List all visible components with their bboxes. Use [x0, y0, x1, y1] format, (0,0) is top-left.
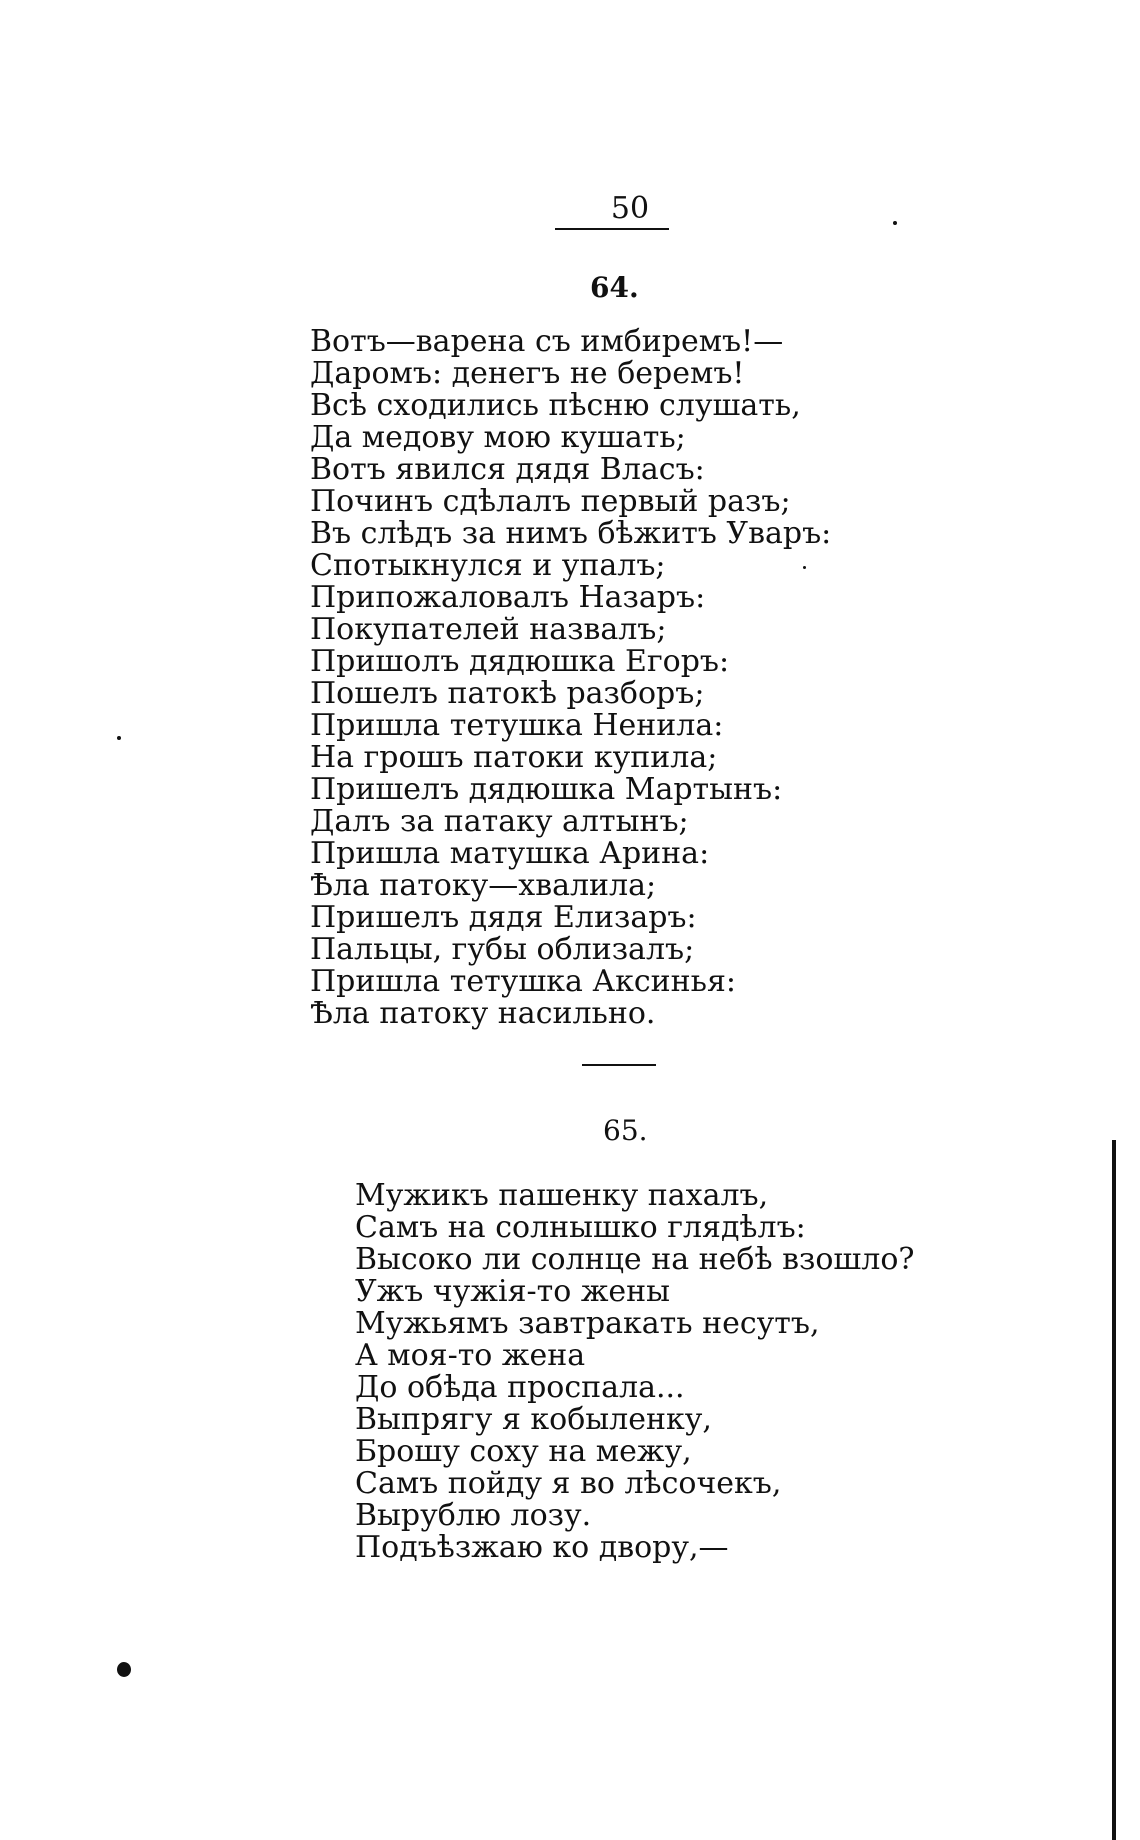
- poem-line: Пришла тетушка Аксинья:: [310, 964, 737, 999]
- ink-blot: [117, 1662, 131, 1677]
- poem-line: Вотъ явился дядя Власъ:: [310, 452, 705, 487]
- poem-65-number: 65.: [603, 1114, 648, 1147]
- poem-line: Подъѣзжаю ко двору,—: [355, 1530, 729, 1565]
- poem-line: Пришла матушка Арина:: [310, 836, 710, 871]
- scan-speck: [117, 736, 121, 740]
- poem-line: Спотыкнулся и упалъ;: [310, 548, 666, 583]
- poem-line: Вырублю лозу.: [355, 1498, 592, 1533]
- poem-line: Ѣла патоку насильно.: [310, 996, 656, 1031]
- scan-speck: [803, 566, 806, 569]
- poem-line: А моя-то жена: [355, 1338, 586, 1373]
- poem-line: Вотъ—варена съ имбиремъ!—: [310, 324, 784, 359]
- poem-line: Пришолъ дядюшка Егоръ:: [310, 644, 730, 679]
- poem-line: Далъ за патаку алтынъ;: [310, 804, 689, 839]
- poem-line: Всѣ сходились пѣсню слушать,: [310, 388, 801, 423]
- poem-64-text: [310, 326, 831, 1030]
- poem-64-number: 64.: [590, 271, 639, 304]
- poem-line: Пальцы, губы облизалъ;: [310, 932, 695, 967]
- page-number: 50: [610, 191, 650, 226]
- poem-line: Пошелъ патокѣ разборъ;: [310, 676, 705, 711]
- poem-line: Выпрягу я кобыленку,: [355, 1402, 712, 1437]
- scan-edge-line: [1112, 1140, 1116, 1840]
- poem-line: Покупателей назвалъ;: [310, 612, 667, 647]
- page-number-rule: [555, 228, 669, 230]
- poem-line: Пришла тетушка Ненила:: [310, 708, 724, 743]
- poem-line: Да медову мою кушать;: [310, 420, 686, 455]
- poem-line: Даромъ: денегъ не беремъ!: [310, 356, 745, 391]
- poem-line: Ужъ чужія-то жены: [355, 1274, 671, 1309]
- poem-line: Припожаловалъ Назаръ:: [310, 580, 706, 615]
- scan-speck: [893, 221, 897, 225]
- poem-line: Въ слѣдъ за нимъ бѣжитъ Уваръ:: [310, 516, 832, 551]
- poem-line: Мужикъ пашенку пахалъ,: [355, 1178, 769, 1213]
- poem-line: Пришелъ дядюшка Мартынъ:: [310, 772, 783, 807]
- poem-line: Ѣла патоку—хвалила;: [310, 868, 657, 903]
- poem-line: На грошъ патоки купила;: [310, 740, 718, 775]
- poem-line: Починъ сдѣлалъ первый разъ;: [310, 484, 791, 519]
- poem-65-text: [355, 1180, 914, 1564]
- poem-line: Брошу соху на межу,: [355, 1434, 692, 1469]
- poem-line: Высоко ли солнце на небѣ взошло?: [355, 1242, 915, 1277]
- poem-line: Пришелъ дядя Елизаръ:: [310, 900, 697, 935]
- poem-line: До обѣда проспала...: [355, 1370, 685, 1405]
- poem-line: Мужьямъ завтракать несутъ,: [355, 1306, 820, 1341]
- section-divider: [582, 1064, 656, 1066]
- poem-line: Самъ на солнышко глядѣлъ:: [355, 1210, 806, 1245]
- poem-line: Самъ пойду я во лѣсочекъ,: [355, 1466, 782, 1501]
